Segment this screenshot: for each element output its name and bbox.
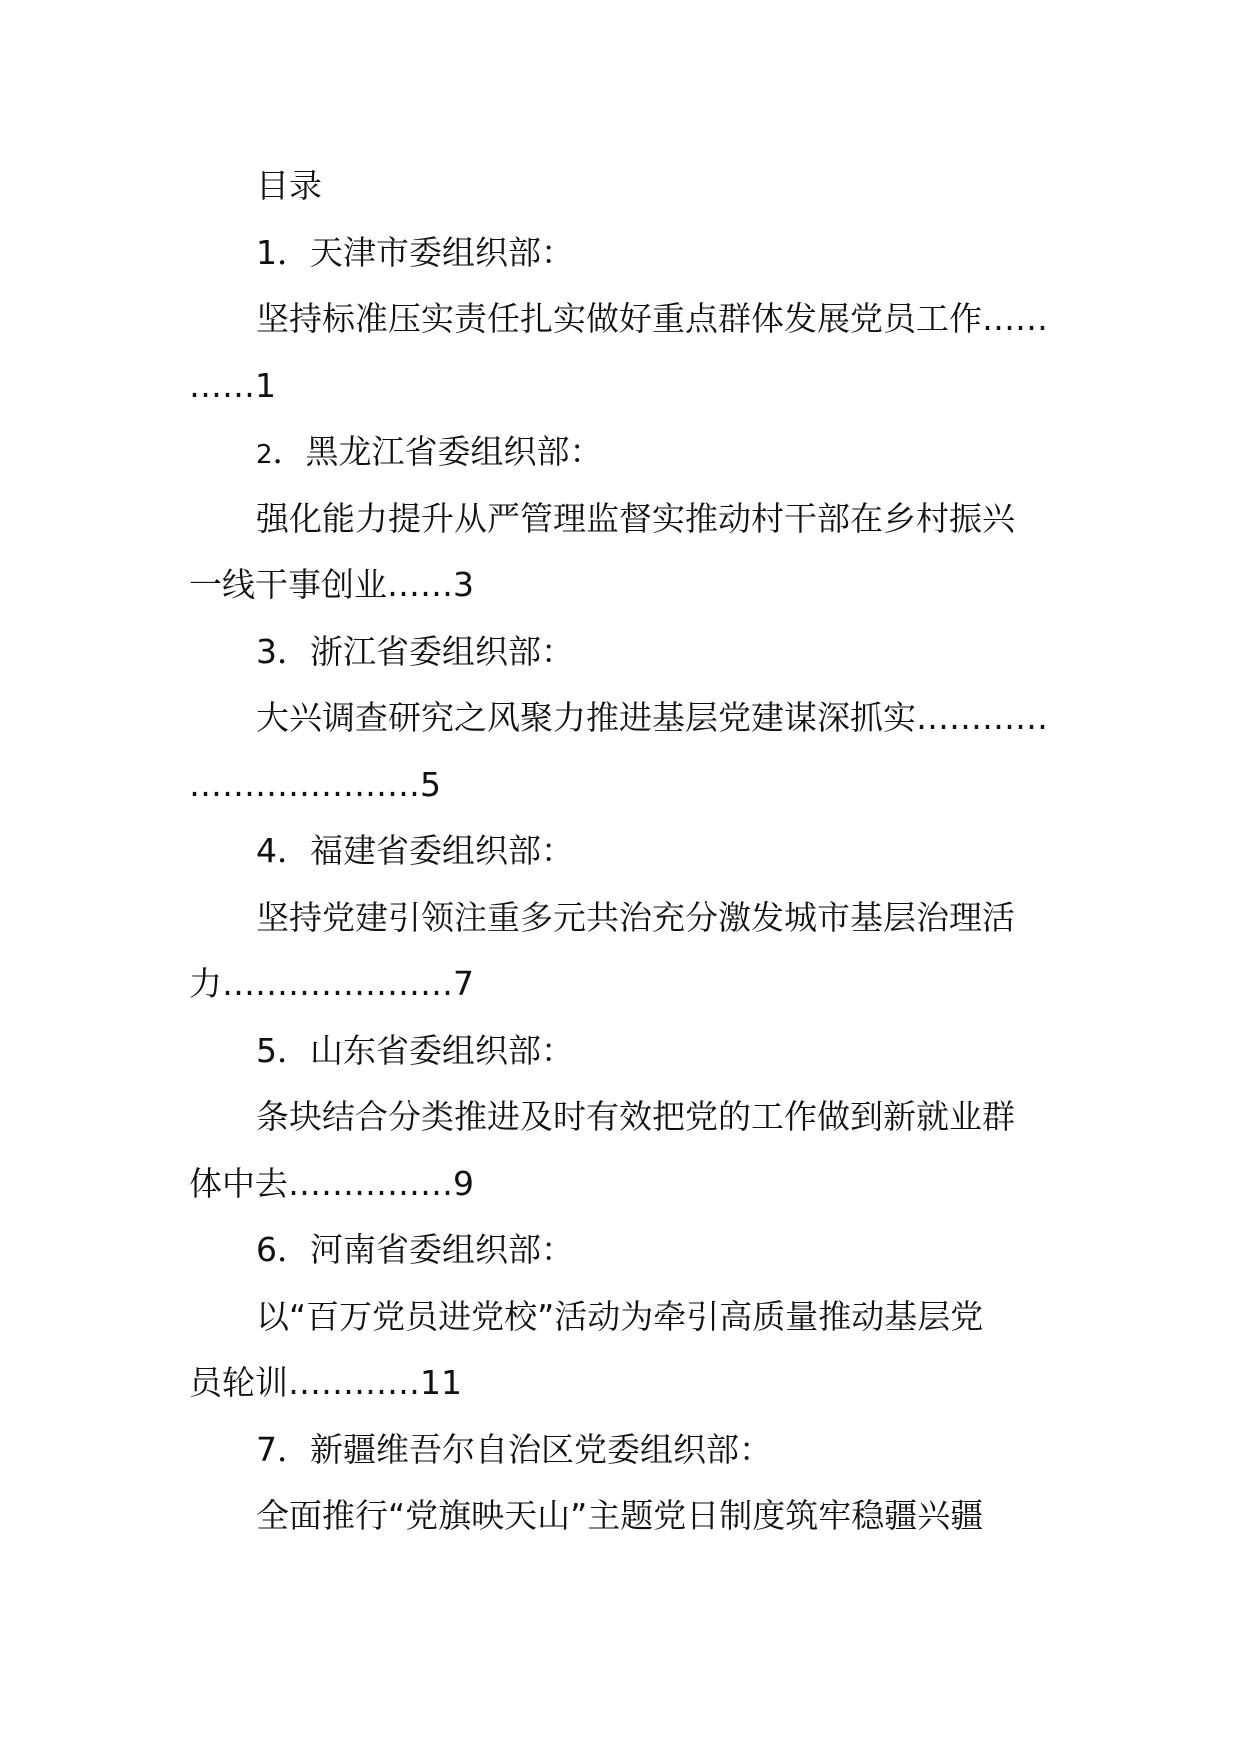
toc-entry-5-page: 体中去……………9 <box>189 1163 474 1203</box>
toc-entry-1-page: ……1 <box>189 365 276 405</box>
toc-entry-2-heading-text: ．黑龙江省委组织部： <box>272 432 603 471</box>
toc-entry-6-title: 以“百万党员进党校”活动为牵引高质量推动基层党 <box>256 1296 984 1336</box>
toc-entry-2-page: 一线干事创业……3 <box>189 565 474 604</box>
toc-entry-6-heading: 6．河南省委组织部： <box>256 1230 574 1269</box>
toc-entry-7-title: 全面推行“党旗映天山”主题党日制度筑牢稳疆兴疆 <box>256 1496 984 1535</box>
toc-entry-1-heading: 1．天津市委组织部： <box>256 232 574 272</box>
toc-title: 目录 <box>256 166 322 205</box>
toc-entry-3-heading: 3．浙江省委组织部： <box>256 631 574 671</box>
toc-page <box>189 153 1057 1550</box>
toc-entry-3-title: 大兴调查研究之风聚力推进基层党建谋深抓实………… <box>256 698 1048 737</box>
toc-entry-3-page: …………………5 <box>189 764 441 804</box>
toc-entry-6-page: 员轮训…………11 <box>189 1363 462 1402</box>
toc-entry-5-title: 条块结合分类推进及时有效把党的工作做到新就业群 <box>256 1097 1015 1136</box>
toc-entry-4-heading: 4．福建省委组织部： <box>256 831 574 870</box>
toc-entry-4-title: 坚持党建引领注重多元共治充分激发城市基层治理活 <box>256 897 1015 937</box>
toc-entry-4-page: 力…………………7 <box>189 964 474 1003</box>
toc-entry-1-title: 坚持标准压实责任扎实做好重点群体发展党员工作…… <box>256 299 1048 338</box>
toc-entry-2-title: 强化能力提升从严管理监督实推动村干部在乡村振兴 <box>256 498 1015 538</box>
toc-entry-5-heading: 5．山东省委组织部： <box>256 1030 574 1070</box>
toc-entry-2-number: 2 <box>256 440 273 470</box>
toc-entry-7-heading: 7．新疆维吾尔自治区党委组织部： <box>256 1429 772 1469</box>
toc-entry-2-heading <box>189 419 1057 486</box>
